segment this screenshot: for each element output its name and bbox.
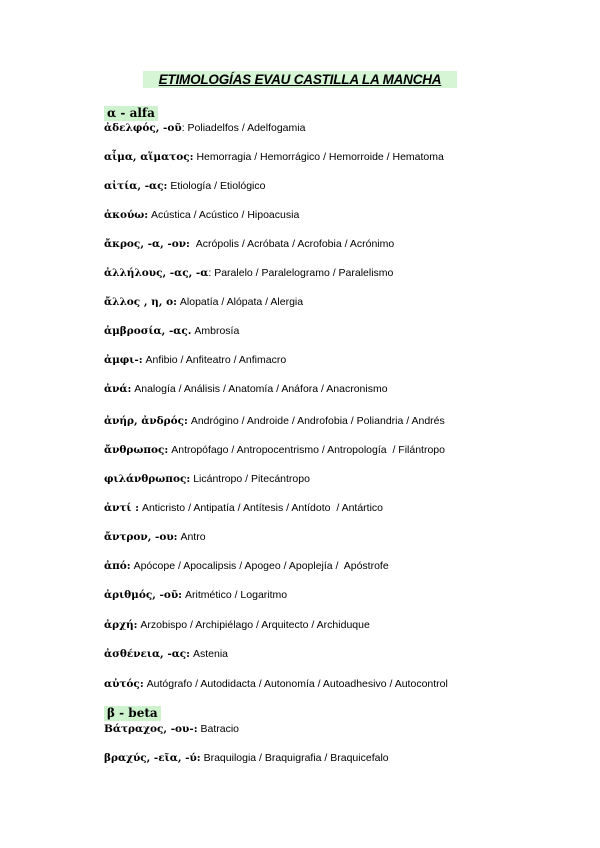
entry-anthropos [104,443,445,457]
entry-words: Antropófago / Antropocentrismo / Antropología / Filántropo [171,444,445,456]
entry-words: Anfibio / Anfiteatro / Anfimacro [145,354,287,366]
entry-words: Astenia [192,648,229,660]
entry-term: ἄνθρωπος: [104,444,169,456]
entry-words: Autógrafo / Autodidacta / Autonomía / Autoadhesivo / Autocontrol [146,678,448,690]
entry-akouo [104,208,299,222]
entry-anti [104,501,383,515]
entry-term: ἀμφι-: [104,354,143,366]
entry-term: ἀρχή: [104,619,138,631]
entry-words: Hemorragia / Hemorrágico / Hemorroide / Hematoma [196,151,444,163]
entry-words: Alopatía / Alópata / Alergia [179,296,304,308]
entry-term: ἀλλήλους, -ας, -α [104,267,209,279]
entry-words: Anticristo / Antipatía / Antítesis / Antídoto / Antártico [141,502,384,514]
entry-words: Braquilogia / Braquigrafia / Braquicefalo [203,752,389,764]
entry-words: Ambrosía [194,325,240,337]
entry-term: φιλάνθρωπος: [104,473,191,485]
entry-aner [104,414,445,428]
entry-ambrosia [104,324,239,338]
entry-term: ἀντί : [104,502,140,514]
entry-arithmos [104,588,287,602]
entry-words: Apócope / Apocalipsis / Apogeo / Apoplejía / Apóstrofe [133,560,389,572]
section-heading-beta: β - beta [104,706,161,721]
entry-apo [104,559,389,573]
entry-term: ἀσθένεια, -ας: [104,648,191,660]
entry-haima [104,150,444,164]
entry-term: ἀδελφός, -οῦ [104,122,182,134]
entry-term: ἄκρος, -α, -ον: [104,238,190,250]
entry-astheneia [104,647,228,661]
entry-term: αἰτία, -ας: [104,180,168,192]
entry-term: αὐτός: [104,678,144,690]
entry-allelous [104,266,393,280]
entry-allos [104,295,303,309]
entry-term: αἷμα, αἵματος: [104,151,194,163]
entry-amphi [104,353,286,367]
entry-words: Acrópolis / Acróbata / Acrofobia / Acrónimo [195,238,395,250]
entry-term: ἄντρον, -ου: [104,531,178,543]
entry-adelfos [104,121,305,135]
entry-philanthropos [104,472,310,486]
entry-words: Paralelo / Paralelogramo / Paralelismo [214,267,394,279]
entry-aitia [104,179,265,193]
entry-separator: : [208,267,215,279]
entry-separator: : [181,122,188,134]
entry-words: Etiología / Etiológico [170,180,266,192]
entry-term: ἀνήρ, ἀνδρός: [104,415,188,427]
entry-autos [104,677,448,691]
entry-term: ἀνά: [104,383,132,395]
entry-brachys [104,751,389,765]
entry-term: ἀμβροσία, -ας. [104,325,192,337]
entry-words: Antro [180,531,206,543]
entry-term: Βάτραχος, -ου-: [104,723,198,735]
entry-words: Licántropo / Pitecántropo [193,473,310,485]
entry-words: Batracio [200,723,240,735]
entry-words: Analogía / Análisis / Anatomía / Anáfora / Anacronismo [134,383,388,395]
entry-words: Acústica / Acústico / Hipoacusia [151,209,300,221]
entry-term: ἀριθμός, -οῦ: [104,589,183,601]
entry-term: βραχύς, -εῖα, -ύ: [104,752,201,764]
entry-antron [104,530,206,544]
entry-ana [104,382,388,396]
entry-akros [104,237,394,251]
entry-words: Poliadelfos / Adelfogamia [187,122,306,134]
entry-arche [104,618,370,632]
entry-term: ἄλλος , η, ο: [104,296,177,308]
document-title: ETIMOLOGÍAS EVAU CASTILLA LA MANCHA [143,71,457,88]
section-heading-alfa: α - alfa [104,106,158,121]
entry-words: Aritmético / Logaritmo [185,589,288,601]
entry-words: Andrógino / Androide / Androfobia / Poliandria / Andrés [190,415,445,427]
entry-term: ἀκούω: [104,209,149,221]
entry-term: ἀπό: [104,560,131,572]
entry-words: Arzobispo / Archipiélago / Arquitecto / Archiduque [140,619,370,631]
entry-batrachos [104,722,239,736]
